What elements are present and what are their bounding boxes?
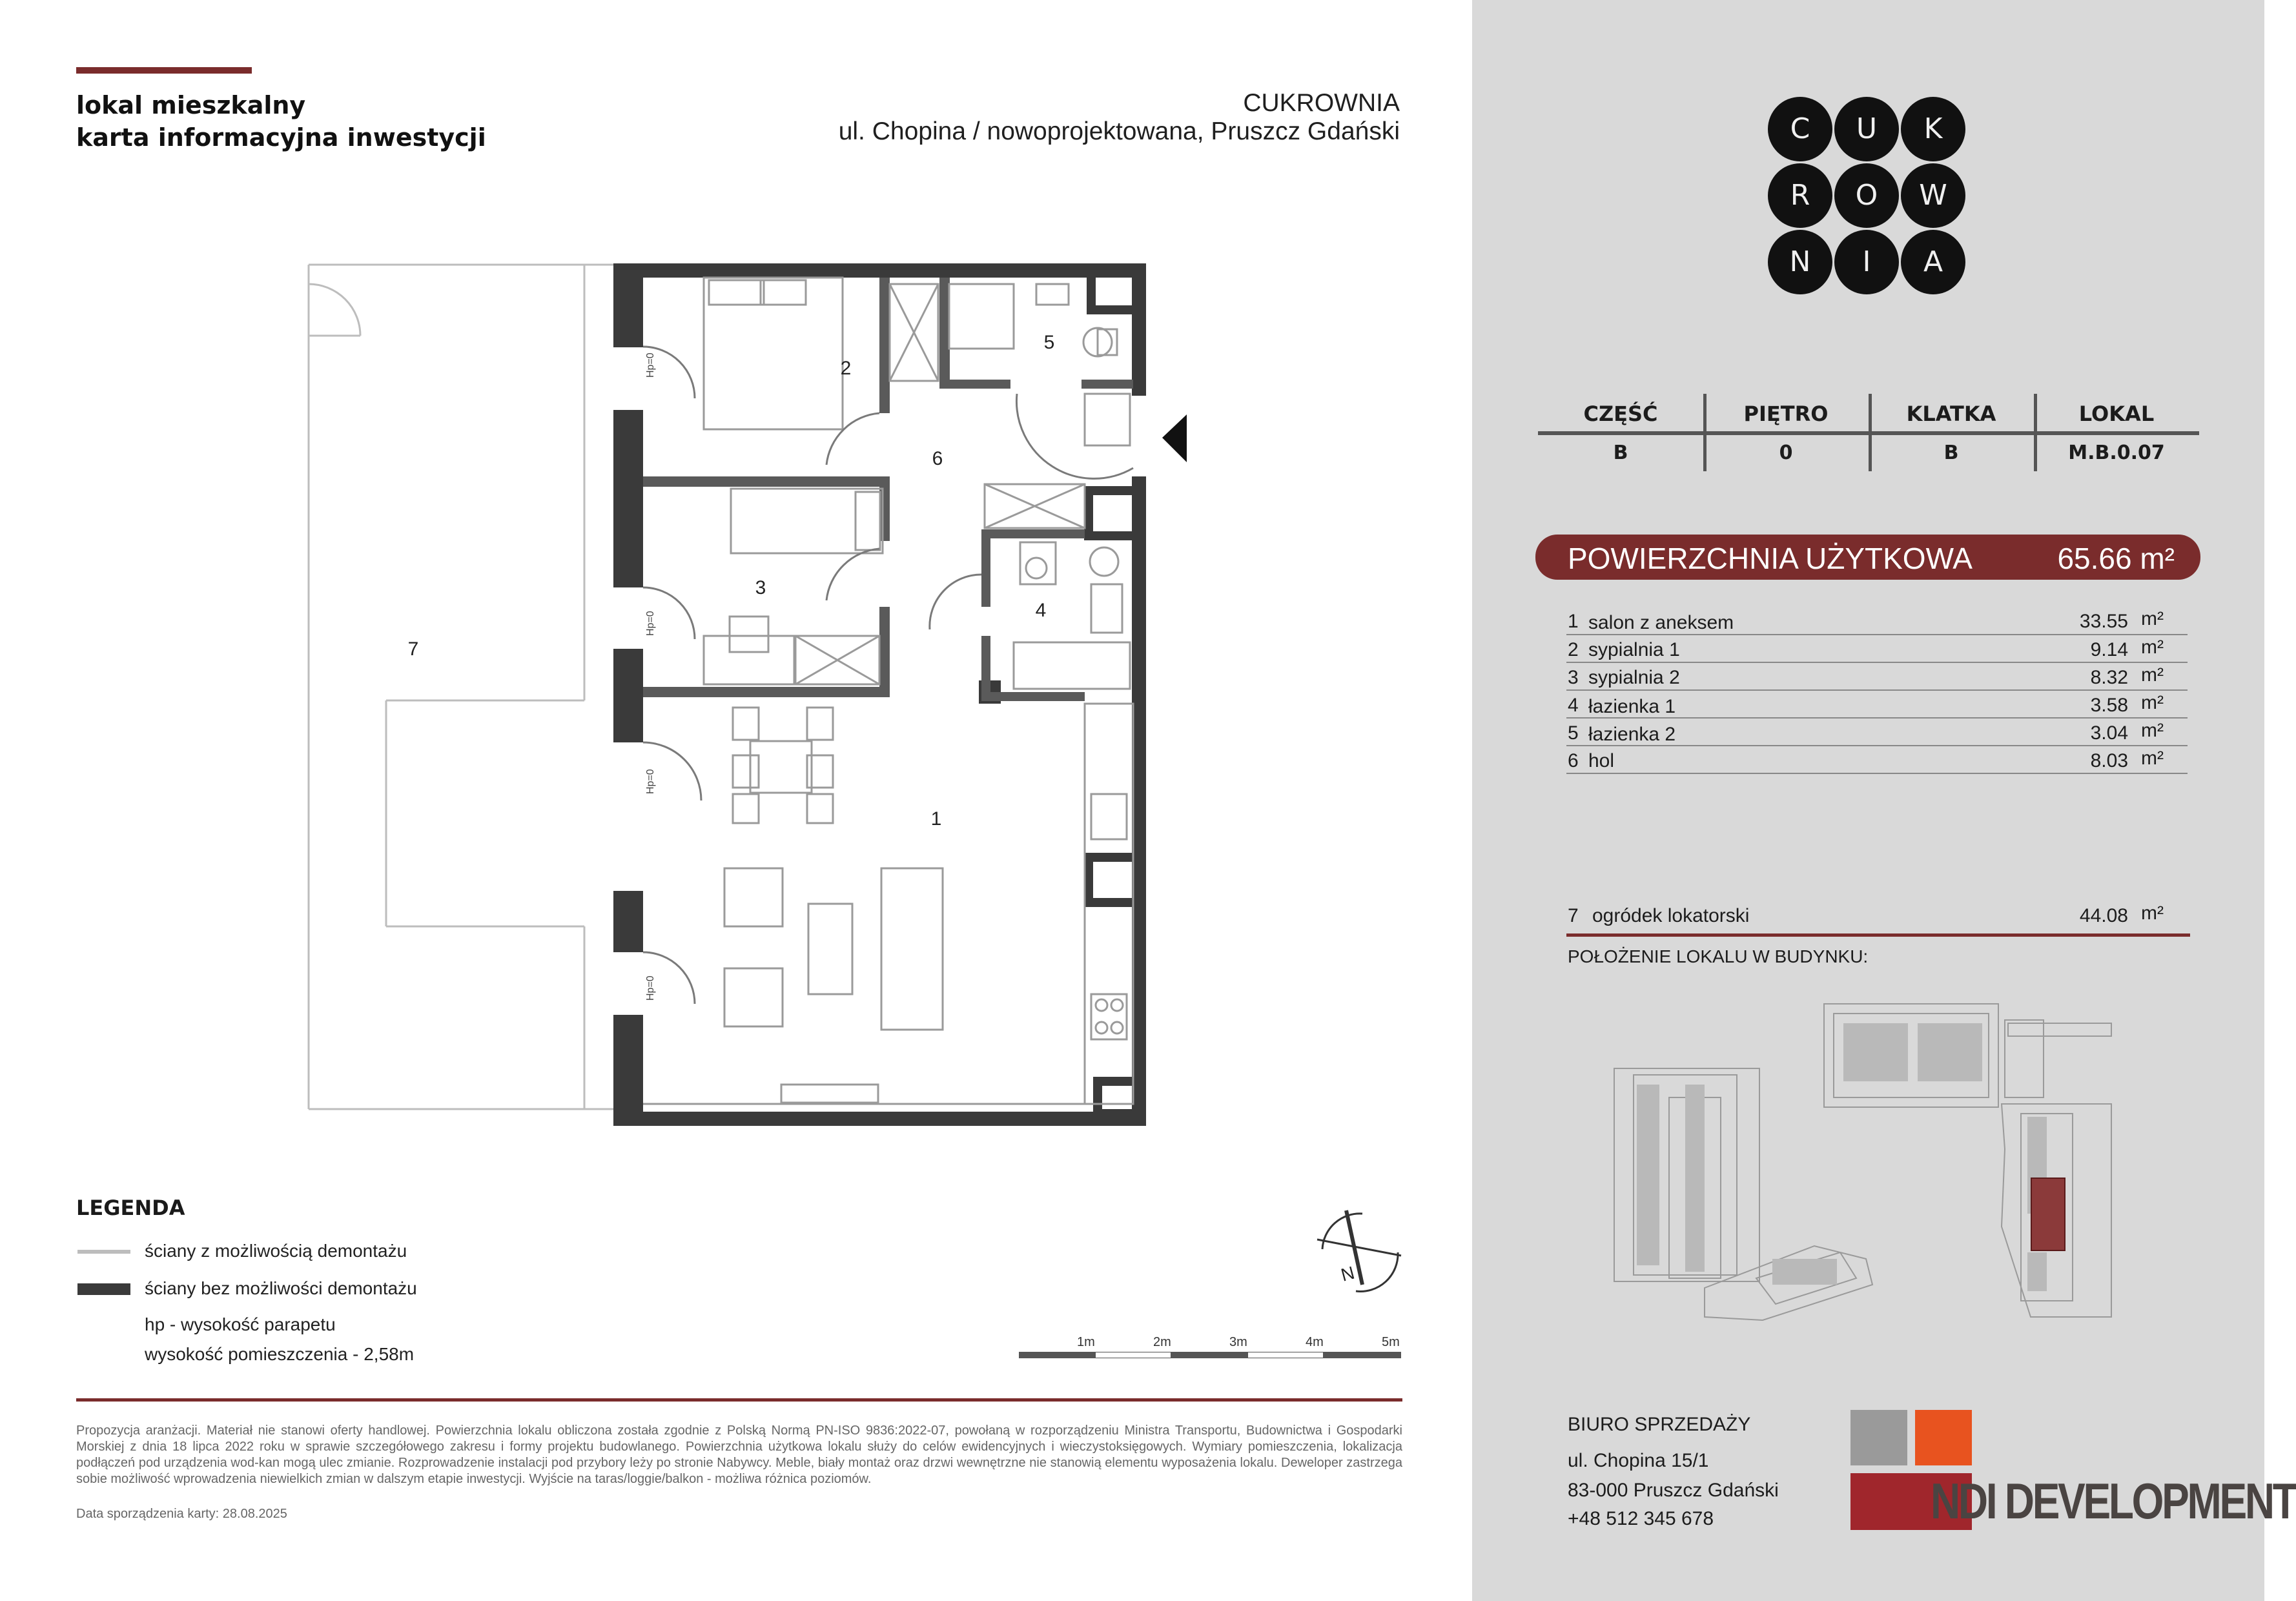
unit-info-table (1538, 394, 2199, 471)
logo-letter: W (1901, 163, 1965, 228)
logo-letter: K (1901, 97, 1965, 161)
sales-office-phone: +48 512 345 678 (1568, 1508, 1714, 1529)
unit-header-stair: KLATKA (1906, 402, 1996, 426)
card-date: Data sporządzenia karty: 28.08.2025 (76, 1507, 287, 1521)
unit-highlight (2031, 1178, 2065, 1250)
ndi-logo-text: NDI DEVELOPMENT (1931, 1473, 2296, 1529)
unit-value-part: B (1613, 442, 1628, 464)
legend-swatch-light (77, 1250, 130, 1254)
list-item: 5 łazienka 2 3.04 m² (1566, 719, 2188, 746)
logo-letter: O (1834, 163, 1899, 228)
page-title-line1: lokal mieszkalny (76, 91, 306, 119)
logo-letter: N (1768, 230, 1832, 294)
legend-item: ściany z możliwością demontażu (145, 1241, 407, 1261)
usable-area-label: POWIERZCHNIA UŻYTKOWA (1568, 542, 1973, 575)
location-label: POŁOŻENIE LOKALU W BUDYNKU: (1568, 946, 1869, 966)
sales-office-title: BIURO SPRZEDAŻY (1568, 1414, 1751, 1435)
room-label-7: 7 (407, 638, 419, 660)
unit-value-floor: 0 (1779, 442, 1793, 464)
logo-letter: C (1768, 97, 1832, 161)
scale-tick-2m: 2m (1153, 1335, 1171, 1349)
list-item: 4 łazienka 1 3.58 m² (1566, 691, 2188, 719)
unit-header-floor: PIĘTRO (1743, 402, 1829, 426)
room-label-3: 3 (755, 577, 766, 598)
list-item: 2 sypialnia 1 9.14 m² (1566, 635, 2188, 663)
room-list (1566, 607, 2188, 774)
ndi-logo (1850, 1410, 2296, 1530)
footer-rule (76, 1398, 1402, 1402)
list-item: 1 salon z aneksem 33.55 m² (1566, 607, 2188, 635)
scale-tick-1m: 1m (1077, 1335, 1095, 1349)
disclaimer: Propozycja aranżacji. Materiał nie stanowi oferty handlowej. Powierzchnia lokalu obliczona została zgodnie z Polską Normą PN-ISO 9836:2022-07, powołaną w rozporządzeniu Ministra Transportu, Budownictwa i Gospodarki Morskiej z dnia 18 lipca 2022 roku w sprawie szczegółowego zakresu i formy projektu budowlanego. Powierzchnia użytkowa lokalu służy do celów ewidencyjnych i wieczystoksięgowych. Wymiary pomieszczenia, lokalizacja podłączeń pod urządzenia wod-kan mogą ulec zmianie. Rozprowadzenie instalacji pod przybory leży po stronie Nabywcy. Meble, biały montaż oraz drzwi wewnętrzne nie stanowią elementu wyposażenia lokalu. Deweloper zastrzega sobie możliwość wprowadzenia niewielkich zmian w dalszym etapie inwestycji. Wyjście na taras/loggie/balkon - możliwa różnica poziomów. (76, 1423, 1402, 1486)
unit-header-unit: LOKAL (2078, 402, 2155, 426)
logo-letter: A (1901, 230, 1965, 294)
legend-title: LEGENDA (76, 1196, 185, 1220)
unit-value-unit: M.B.0.07 (2068, 442, 2165, 464)
legend-swatch-dark (77, 1283, 130, 1295)
unit-header-part: CZĘŚĆ (1583, 402, 1658, 426)
window-label: Hp=0 (645, 352, 656, 378)
compass-icon (1317, 1210, 1401, 1291)
room-label-4: 4 (1035, 600, 1047, 621)
list-item: 3 sypialnia 2 8.32 m² (1566, 663, 2188, 691)
window-label: Hp=0 (645, 611, 656, 636)
cukrownia-logo (1768, 97, 1971, 300)
logo-letter: U (1834, 97, 1899, 161)
project-name: CUKROWNIA (1243, 89, 1400, 117)
window-label: Hp=0 (645, 975, 656, 1001)
room-label-2: 2 (840, 358, 852, 379)
interior-walls (643, 278, 1133, 701)
list-item: 6 hol 8.03 m² (1566, 746, 2188, 774)
usable-area-banner (1535, 535, 2200, 580)
unit-value-stair: B (1943, 442, 1959, 464)
entrance-arrow (1162, 414, 1187, 462)
sales-office-city: 83-000 Pruszcz Gdański (1568, 1480, 1779, 1501)
legend-item: wysokość pomieszczenia - 2,58m (145, 1344, 415, 1364)
room-label-6: 6 (932, 448, 943, 469)
logo-letter: R (1768, 163, 1832, 228)
legend-item: hp - wysokość parapetu (145, 1314, 336, 1334)
scale-bar (1019, 1352, 1401, 1358)
scale-tick-5m: 5m (1382, 1335, 1400, 1349)
logo-letter: I (1834, 230, 1899, 294)
garden-row: 7 ogródek lokatorski 44.08 m² (1566, 901, 2190, 937)
window-label: Hp=0 (645, 769, 656, 794)
sales-office-street: ul. Chopina 15/1 (1568, 1450, 1709, 1471)
compass-label: N (1338, 1262, 1357, 1285)
legend-item: ściany bez możliwości demontażu (145, 1278, 417, 1298)
room-label-1: 1 (930, 808, 942, 830)
room-label-5: 5 (1043, 332, 1055, 353)
scale-tick-3m: 3m (1229, 1335, 1247, 1349)
scale-tick-4m: 4m (1306, 1335, 1324, 1349)
project-address: ul. Chopina / nowoprojektowana, Pruszcz Gdański (838, 117, 1400, 145)
page-title-line2: karta informacyjna inwestycji (76, 123, 486, 152)
building-location-map (1608, 1001, 2124, 1330)
garden-outline (309, 265, 615, 1109)
usable-area-value: 65.66 m² (2057, 542, 2175, 575)
